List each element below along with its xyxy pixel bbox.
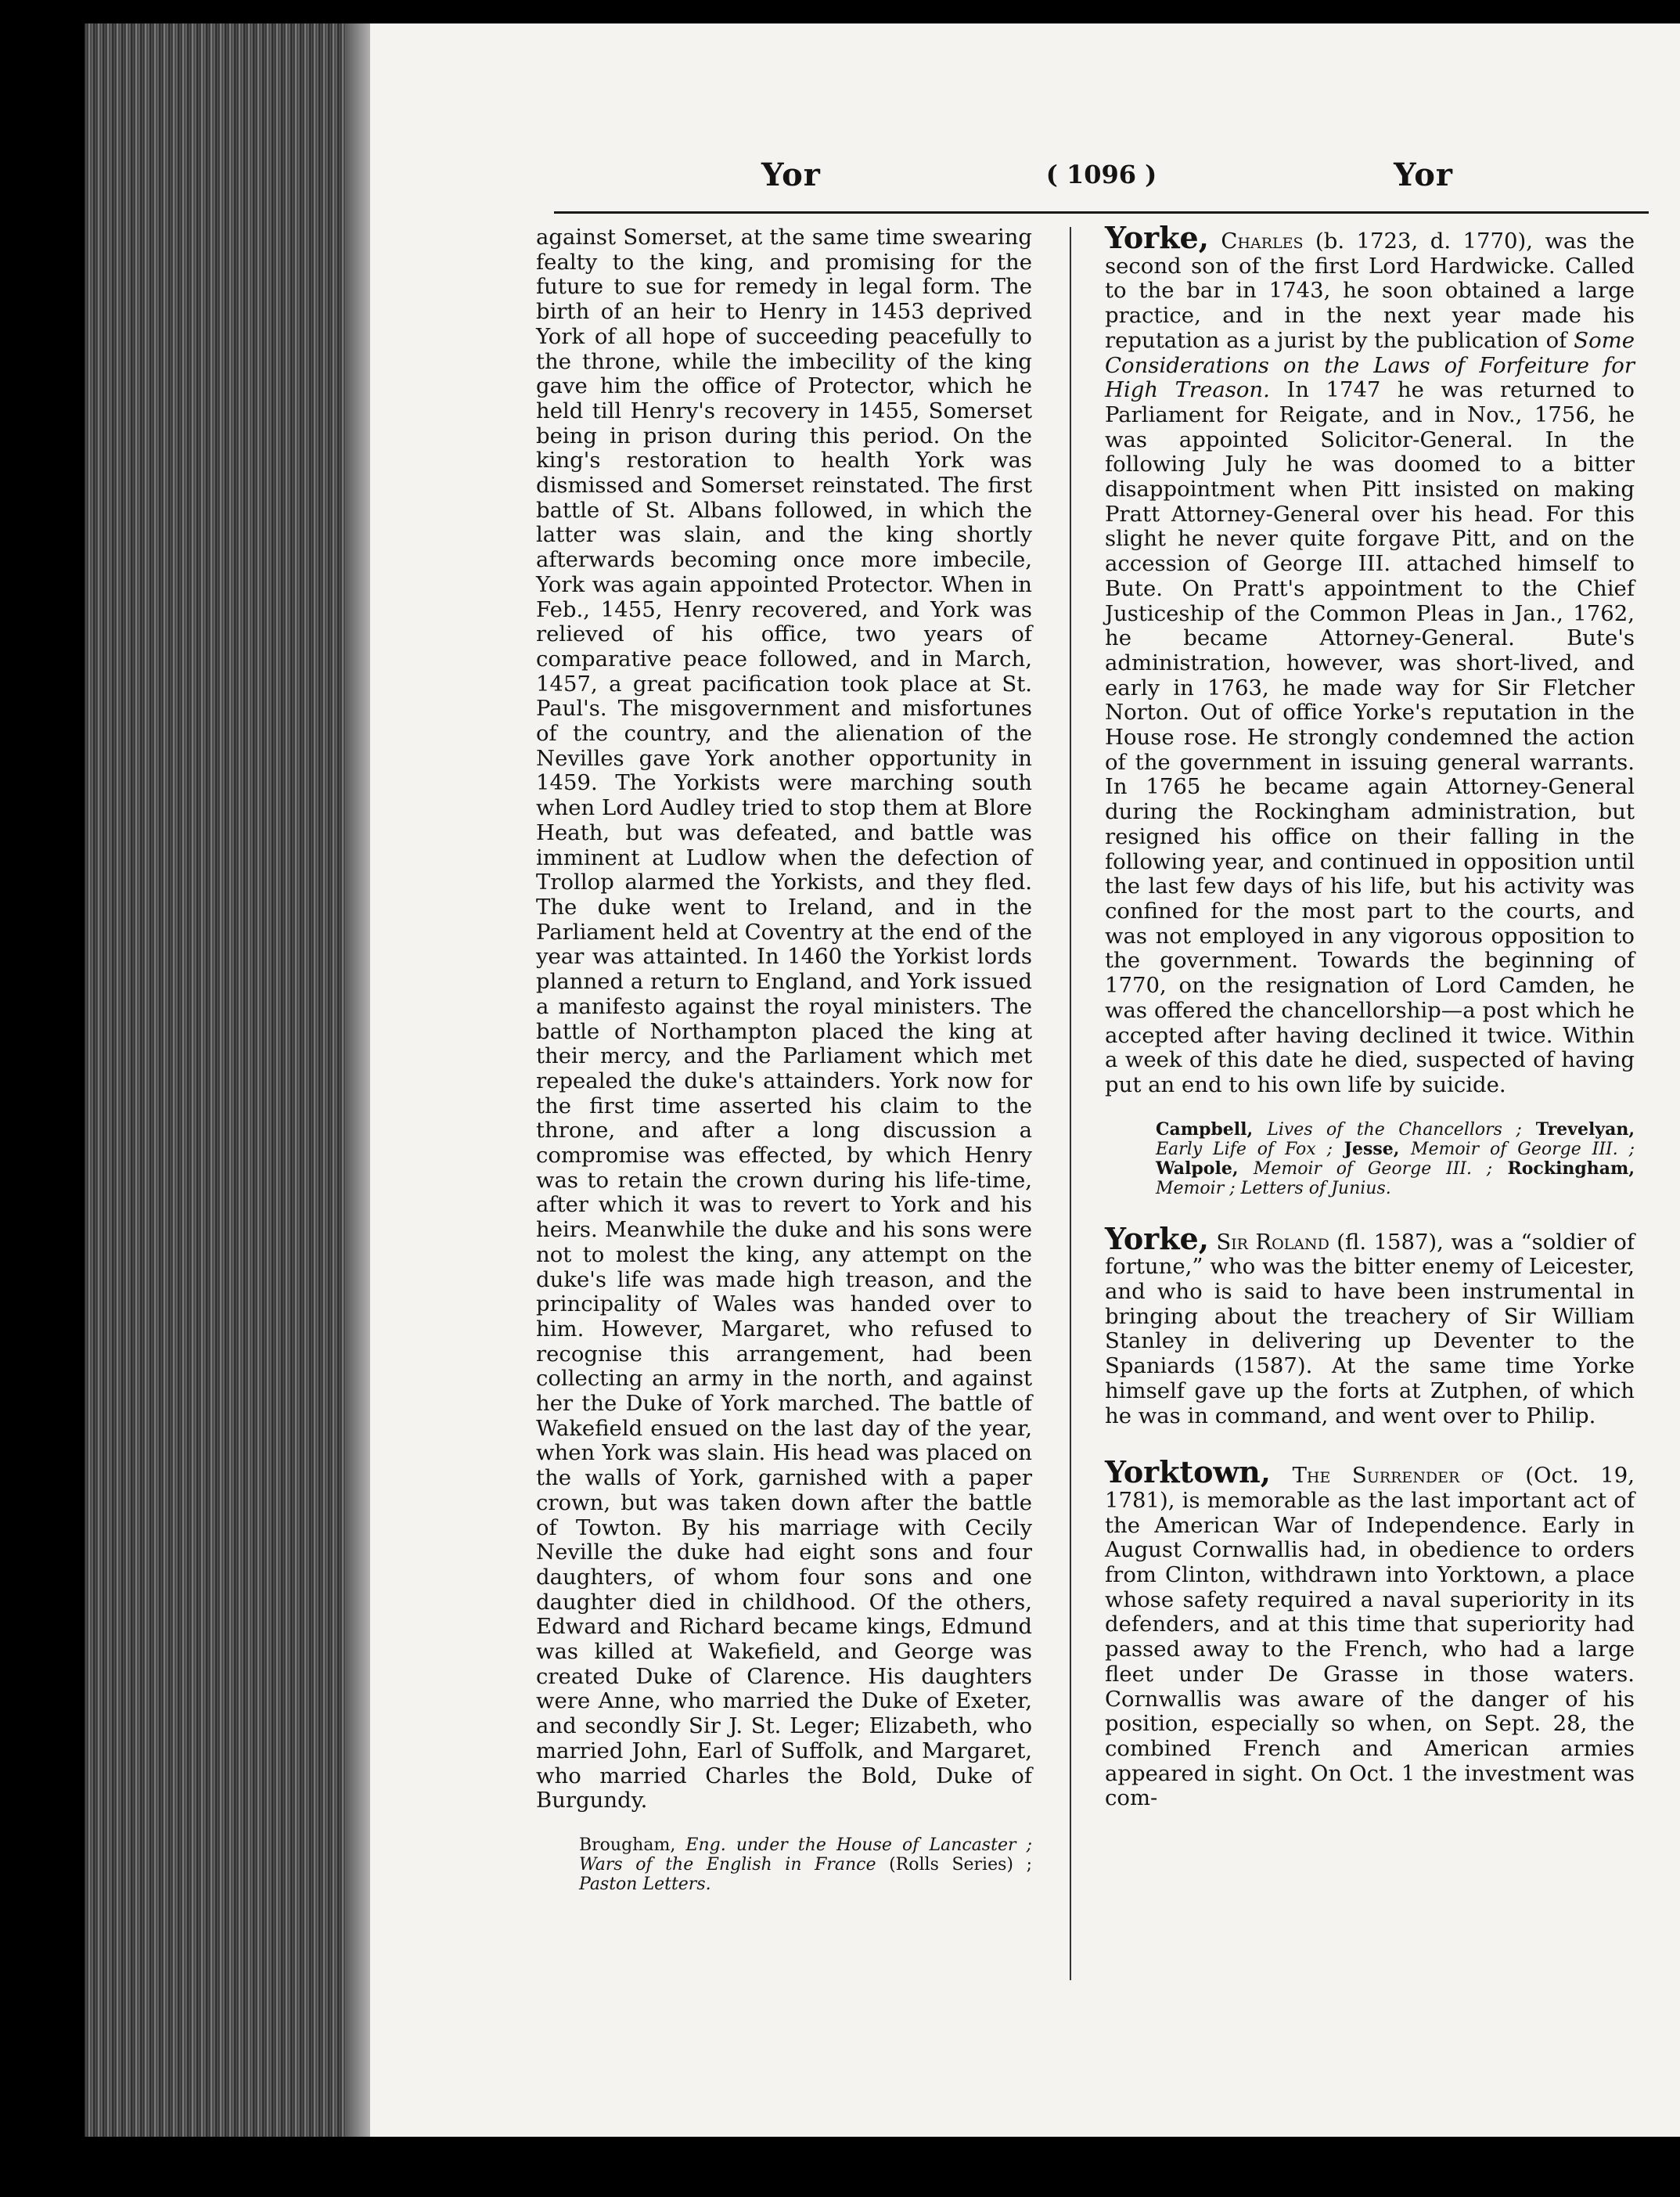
york-article-continuation: against Somerset, at the same time swearing fealty to the king, and promising for the future to sue for remedy in legal form. The birth of an heir to Henry in 1453 deprived York of all hope of succeeding peacefully to the throne, while the imbecility of the king gave him the office of Protector, which he held till Henry's recovery in 1455, Somerset being in prison during this period. On the king's restoration to health York was dismissed and Somerset reinstated. The first battle of St. Albans followed, in which the latter was slain, and the king shortly afterwards becoming once more imbecile, York was again appointed Protector. When in Feb., 1455, Henry recovered, and York was relieved of his office, two years of comparative peace followed, and in March, 1457, a great pacification took place at St. Paul's. The misgovernment and misfortunes of the country, and the alienation of the Nevilles gave York another opportunity in 1459. The Yorkists were marching south when Lord Audley tried to stop them at Blore Heath, but was defeated, and battle was imminent at Ludlow when the defection of Trollop alarmed the Yorkists, and they fled. The duke went to Ireland, and in the Parliament held at Coventry at the end of the year was attainted. In 1460 the Yorkist lords planned a return to England, and York issued a manifesto against the royal ministers. The battle of Northampton placed the king at their mercy, and the Parliament which met repealed the duke's attainders. York now for the first time asserted his claim to the throne, and after a long discussion a compromise was effected, by which Henry was to retain the crown during his life-time, after which it was to revert to York and his heirs. Meanwhile the duke and his sons were not to molest the king, any attempt on the duke's life was made high treason, and the principality of Wales was handed over to him. However, Margaret, who refused to recognise this arrangement, had been collecting an army in the north, and against her the Duke of York marched. The battle of Wakefield ensued on the last day of the year, when York was slain. His head was placed on the walls of York, garnished with a paper crown, but was taken down after the battle of Towton. By his marriage with Cecily Neville the duke had eight sons and four daughters, of whom four sons and one daughter died in childhood. Of the others, Edward and Richard became kings, Edmund was killed at Wakefield, and George was created Duke of Clarence. His daughters were Anne, who married the Duke of Exeter, and secondly Sir J. St. Leger; Elizabeth, who married John, Earl of Suffolk, and Margaret, who married Charles the Bold, Duke of Burgundy. <box>536 225 1032 1813</box>
ref-title: Early Life of Fox ; <box>1156 1139 1333 1159</box>
ref-author: Campbell, <box>1156 1118 1268 1140</box>
entry-body: In 1747 he was returned to Parliament for Reigate, and in Nov., 1756, he was appointed Solicitor-General. In the following July he was doomed to a bitter disappointment when Pitt insisted on making Pratt Attorney-General over his head. For this slight he never quite forgave Pitt, and on the accession of George III. attached himself to Bute. On Pratt's appointment to the Chief Justiceship of the Common Pleas in Jan., 1762, he became Attorney-General. Bute's administration, however, was short-lived, and early in 1763, he made way for Sir Fletcher Norton. Out of office Yorke's reputation in the House rose. He strongly condemned the action of the government in issuing general warrants. In 1765 he became again Attorney-General during the Rockingham administration, but resigned his office on their falling in the following year, and continued in opposition until the last few days of his life, but his activity was confined for the most part to the courts, and was not employed in any vigorous opposition to the government. Towards the beginning of 1770, on the resignation of Lord Camden, he was offered the chancellorship—a post which he accepted after having declined it twice. Within a week of this date he died, suspected of having put an end to his own life by suicide. <box>1105 377 1635 1097</box>
entry-dates: (fl. 1587), <box>1329 1229 1452 1255</box>
left-column-references <box>536 1835 1032 1894</box>
ref-title: Memoir of George III. ; <box>1253 1158 1493 1179</box>
ref-title: Eng. under the House of Lancaster ; Wars of the English in France <box>579 1835 1032 1875</box>
left-column <box>536 225 1032 1894</box>
entry-name: Sir Roland <box>1216 1229 1329 1255</box>
entry-yorke-roland <box>1105 1220 1635 1429</box>
ref-series: (Rolls Series) ; <box>876 1855 1032 1875</box>
ref-author: Trevelyan, <box>1521 1118 1635 1140</box>
book-page-edges <box>85 23 370 2137</box>
entry-body: was the second son of the first Lord Hardwicke. Called to the bar in 1743, he soon obtained a large practice, and in the next year made his reputation as a jurist by the publication of <box>1105 229 1635 353</box>
page-number: ( 1096 ) <box>1045 160 1157 189</box>
ref-title: Memoir ; Letters of Junius. <box>1156 1178 1391 1198</box>
entry-yorktown <box>1105 1454 1635 1811</box>
entry-dates: (Oct. 19, 1781), <box>1105 1463 1635 1513</box>
ref-author: Walpole, <box>1156 1158 1254 1179</box>
entry-name: Charles <box>1221 229 1304 254</box>
running-head-left: Yor <box>761 157 821 193</box>
ref-title: Paston Letters. <box>579 1875 711 1894</box>
entry-name: The Surrender of <box>1292 1463 1504 1489</box>
headword: Yorke, <box>1105 1220 1209 1256</box>
ref-title: Memoir of George III. ; <box>1410 1139 1635 1159</box>
ref-author: Rockingham, <box>1492 1158 1635 1179</box>
running-head-right: Yor <box>1394 157 1453 193</box>
ref-author: Jesse, <box>1333 1138 1411 1159</box>
entry-yorke-charles <box>1105 220 1635 1098</box>
yorke-charles-references <box>1105 1120 1635 1198</box>
running-head <box>554 157 1649 214</box>
column-divider <box>1070 227 1071 1980</box>
entry-body: was a “soldier of fortune,” who was the bitter enemy of Leicester, and who is said to have been instrumental in bringing about the treachery of Sir William Stanley in delivering up Deventer to the Spaniards (1587). At the same time Yorke himself gave up the forts at Zutphen, of which he was in command, and went over to Philip. <box>1105 1229 1635 1428</box>
right-column <box>1105 220 1635 1811</box>
entry-book-title: Some Considerations on the Laws of Forfeiture for High Treason. <box>1105 327 1635 403</box>
headword: Yorktown, <box>1105 1454 1271 1490</box>
ref-title: Lives of the Chancellors ; <box>1267 1119 1522 1140</box>
headword: Yorke, <box>1105 220 1209 255</box>
entry-body: is memorable as the last important act of the American War of Independence. Early in August Cornwallis had, in obedience to orders from Clinton, withdrawn into Yorktown, a place whose safety required a naval superiority in its defenders, and at this time that superiority had passed away to the French, who had a large fleet under De Grasse in those waters. Cornwallis was aware of the danger of his position, especially so when, on Sept. 28, the combined French and American armies appeared in sight. On Oct. 1 the investment was com- <box>1105 1487 1635 1811</box>
book-page <box>370 23 1680 2137</box>
ref-author: Brougham, <box>579 1835 686 1855</box>
entry-dates: (b. 1723, d. 1770), <box>1303 229 1545 254</box>
